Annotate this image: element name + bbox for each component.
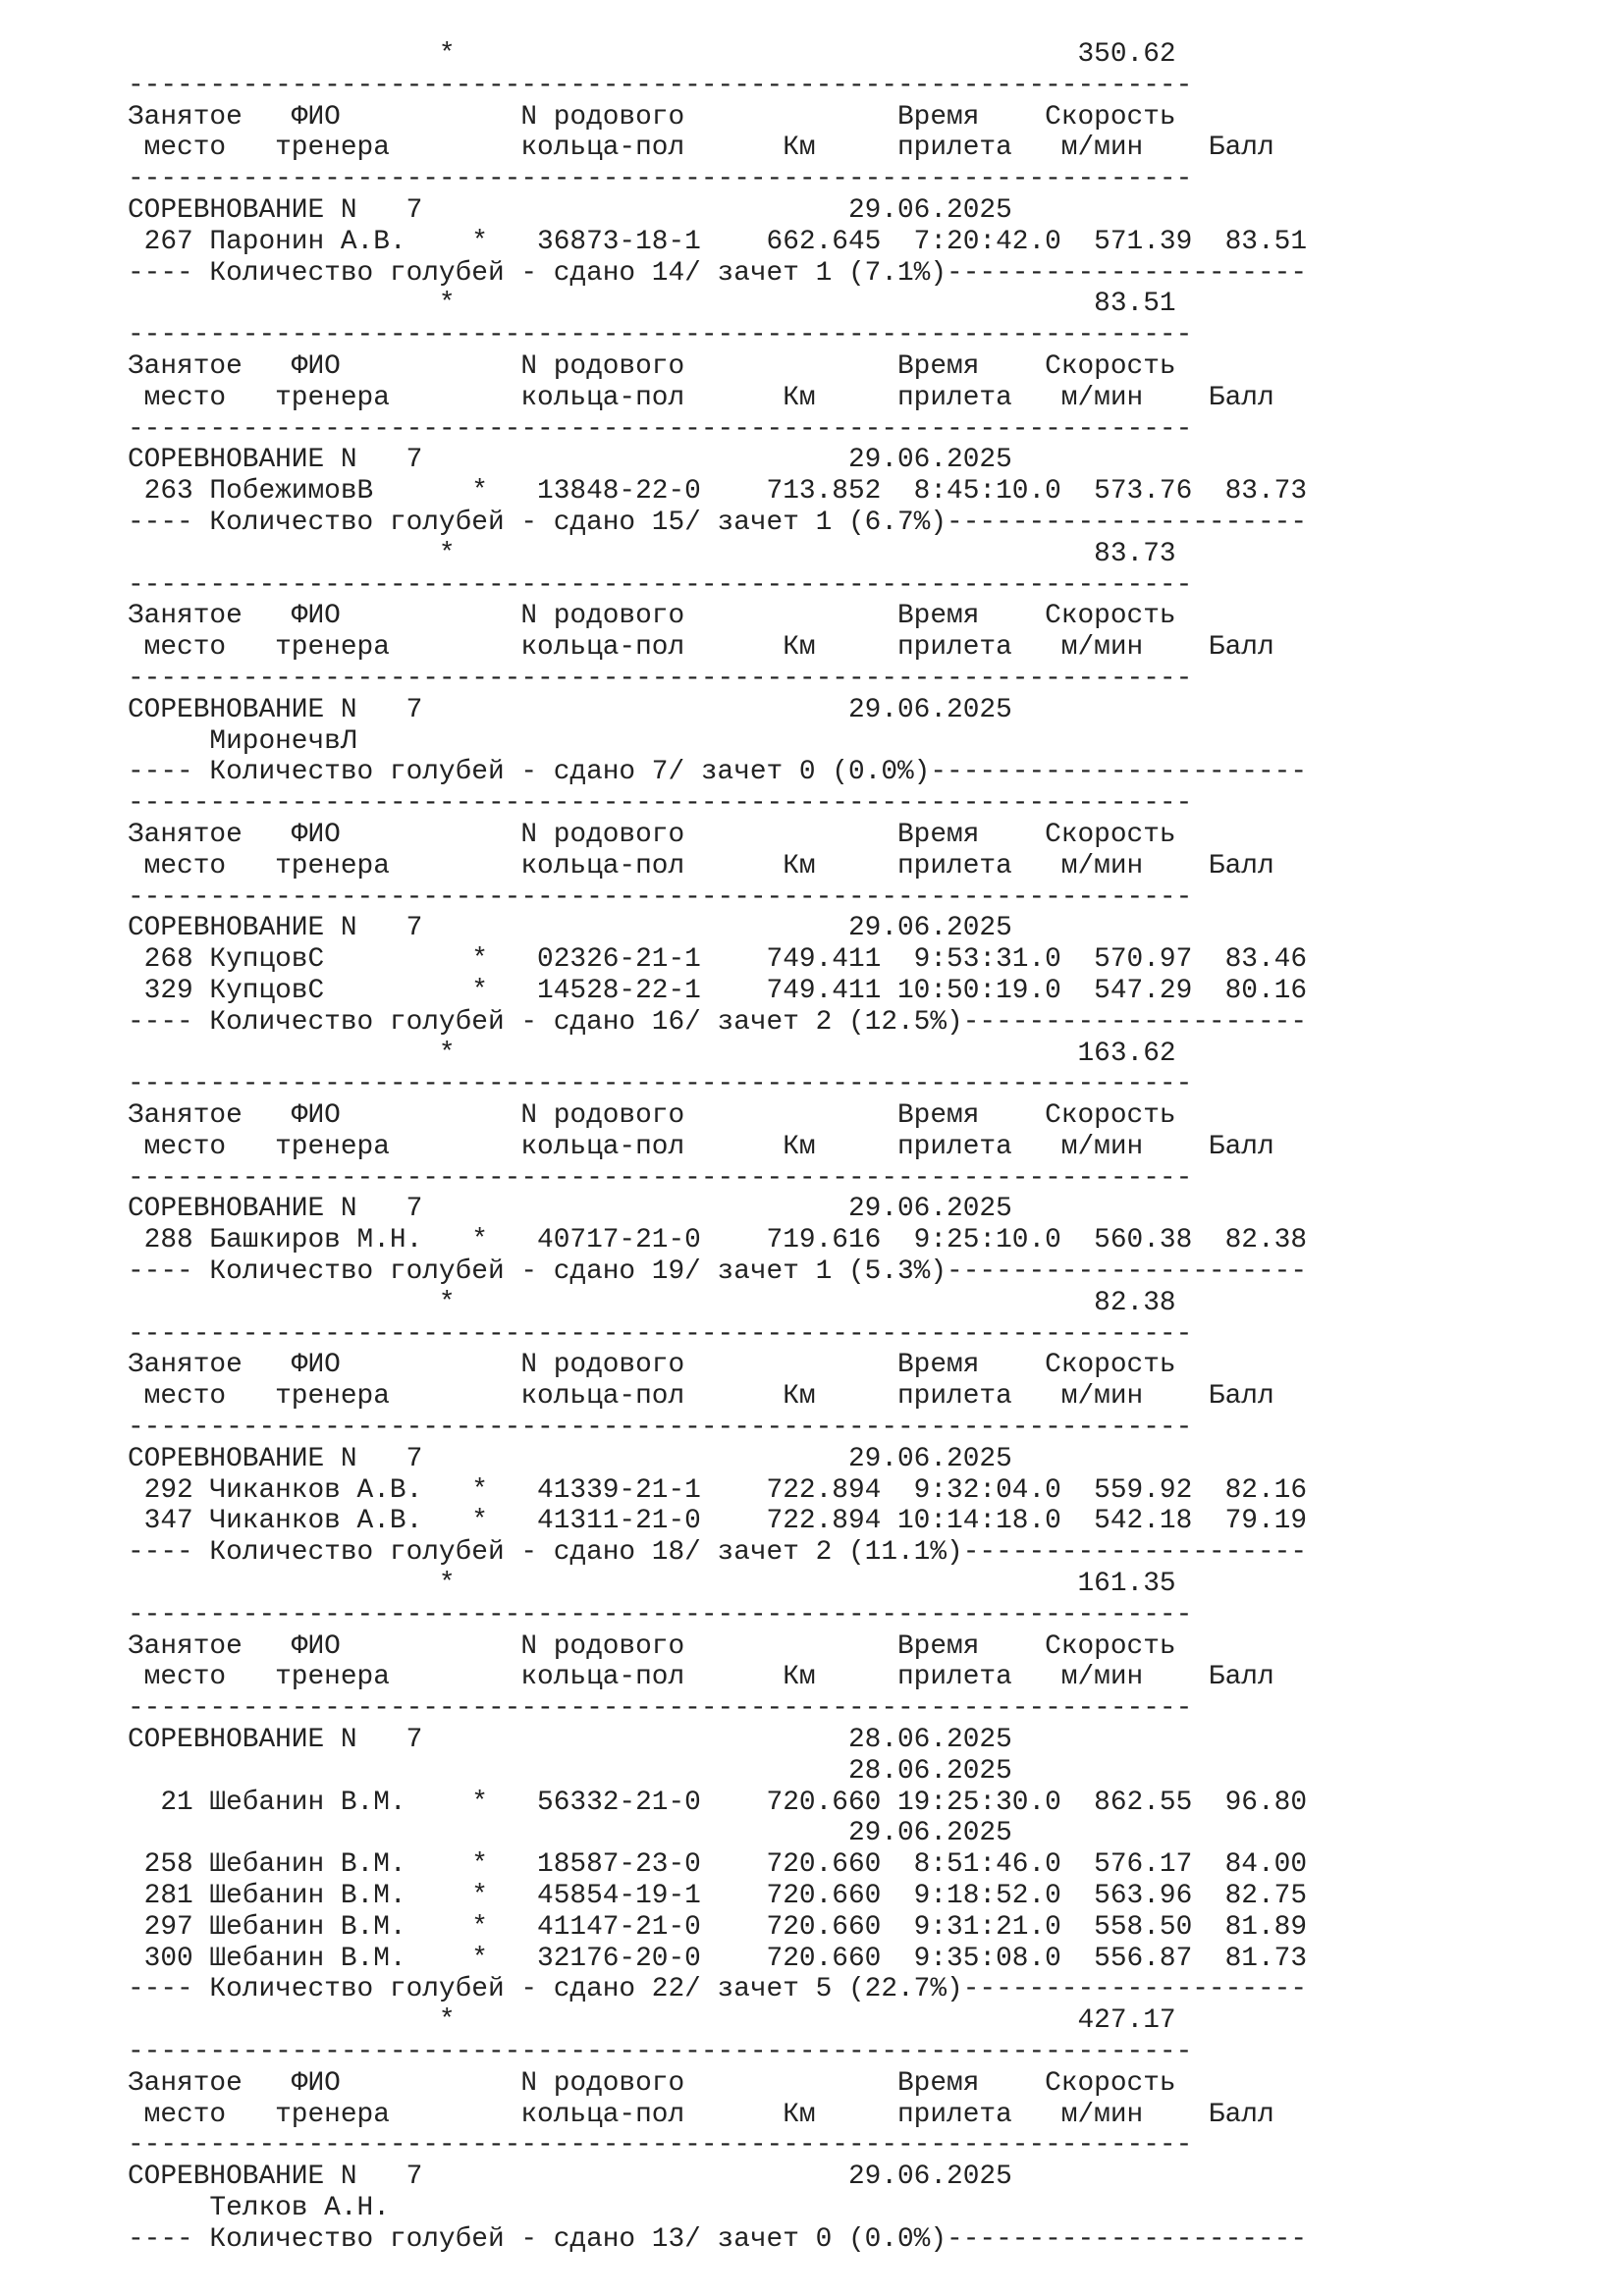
trainer-name-line: МиронечвЛ bbox=[128, 725, 357, 757]
separator-line: ----------------------------------------------------------------- bbox=[128, 1693, 1193, 1725]
separator-line: ----------------------------------------------------------------- bbox=[128, 1318, 1193, 1350]
summary-line: ---- Количество голубей - сдано 15/ зачет 1 (6.7%)---------------------- bbox=[128, 507, 1308, 538]
separator-line: ----------------------------------------------------------------- bbox=[128, 881, 1193, 913]
column-header-line: место тренера кольца-пол Км прилета м/мин Балл bbox=[128, 632, 1274, 664]
column-header-line: Занятое ФИО N родового Время Скорость bbox=[128, 1350, 1176, 1381]
result-row: 300 Шебанин В.М. * 32176-20-0 720.660 9:35:08.0 556.87 81.73 bbox=[128, 1943, 1308, 1974]
total-line: * 82.38 bbox=[128, 1287, 1176, 1318]
total-line: * 83.73 bbox=[128, 538, 1176, 569]
report-line: * 350.62 bbox=[128, 39, 1176, 70]
column-header-line: место тренера кольца-пол Км прилета м/мин Балл bbox=[128, 382, 1274, 413]
result-row: 347 Чиканков А.В. * 41311-21-0 722.894 10:14:18.0 542.18 79.19 bbox=[128, 1506, 1308, 1537]
column-header-line: Занятое ФИО N родового Время Скорость bbox=[128, 101, 1176, 133]
result-row: 329 КупцовС * 14528-22-1 749.411 10:50:19.0 547.29 80.16 bbox=[128, 975, 1308, 1006]
result-row: 268 КупцовС * 02326-21-1 749.411 9:53:31.0 570.97 83.46 bbox=[128, 944, 1308, 976]
separator-line: ----------------------------------------------------------------- bbox=[128, 320, 1193, 351]
competition-line: СОРЕВНОВАНИЕ N 7 28.06.2025 bbox=[128, 1725, 1012, 1756]
column-header-line: Занятое ФИО N родового Время Скорость bbox=[128, 2067, 1176, 2099]
column-header-line: Занятое ФИО N родового Время Скорость bbox=[128, 601, 1176, 632]
separator-line: ----------------------------------------------------------------- bbox=[128, 569, 1193, 601]
total-line: * 163.62 bbox=[128, 1038, 1176, 1069]
column-header-line: Занятое ФИО N родового Время Скорость bbox=[128, 819, 1176, 850]
competition-line: СОРЕВНОВАНИЕ N 7 29.06.2025 bbox=[128, 445, 1012, 476]
competition-line: СОРЕВНОВАНИЕ N 7 29.06.2025 bbox=[128, 913, 1012, 944]
summary-line: ---- Количество голубей - сдано 22/ зачет 5 (22.7%)--------------------- bbox=[128, 1974, 1308, 2005]
column-header-line: Занятое ФИО N родового Время Скорость bbox=[128, 350, 1176, 382]
result-row: 292 Чиканков А.В. * 41339-21-1 722.894 9:32:04.0 559.92 82.16 bbox=[128, 1474, 1308, 1506]
result-row: 21 Шебанин В.М. * 56332-21-0 720.660 19:25:30.0 862.55 96.80 bbox=[128, 1787, 1308, 1818]
separator-line: ----------------------------------------------------------------- bbox=[128, 1069, 1193, 1100]
summary-line: ---- Количество голубей - сдано 13/ зачет 0 (0.0%)---------------------- bbox=[128, 2223, 1308, 2255]
result-row: 263 ПобежимовВ * 13848-22-0 713.852 8:45:10.0 573.76 83.73 bbox=[128, 476, 1308, 507]
column-header-line: место тренера кольца-пол Км прилета м/мин Балл bbox=[128, 1662, 1274, 1693]
summary-line: ---- Количество голубей - сдано 19/ зачет 1 (5.3%)---------------------- bbox=[128, 1256, 1308, 1288]
separator-line: ----------------------------------------------------------------- bbox=[128, 788, 1193, 820]
total-line: * 427.17 bbox=[128, 2005, 1176, 2037]
separator-line: ----------------------------------------------------------------- bbox=[128, 1162, 1193, 1194]
column-header-line: место тренера кольца-пол Км прилета м/мин Балл bbox=[128, 850, 1274, 881]
summary-line: ---- Количество голубей - сдано 7/ зачет 0 (0.0%)----------------------- bbox=[128, 757, 1308, 788]
separator-line: ----------------------------------------------------------------- bbox=[128, 1599, 1193, 1630]
column-header-line: место тренера кольца-пол Км прилета м/мин Балл bbox=[128, 1381, 1274, 1413]
competition-line: СОРЕВНОВАНИЕ N 7 29.06.2025 bbox=[128, 194, 1012, 226]
separator-line: ----------------------------------------------------------------- bbox=[128, 2130, 1193, 2162]
trainer-name-line: Телков А.Н. bbox=[128, 2192, 390, 2223]
date-line: 29.06.2025 bbox=[128, 1818, 1012, 1849]
column-header-line: место тренера кольца-пол Км прилета м/мин Балл bbox=[128, 2099, 1274, 2130]
total-line: * 83.51 bbox=[128, 289, 1176, 320]
column-header-line: Занятое ФИО N родового Время Скорость bbox=[128, 1630, 1176, 1662]
result-row: 258 Шебанин В.М. * 18587-23-0 720.660 8:51:46.0 576.17 84.00 bbox=[128, 1849, 1308, 1881]
separator-line: ----------------------------------------------------------------- bbox=[128, 663, 1193, 694]
summary-line: ---- Количество голубей - сдано 16/ зачет 2 (12.5%)--------------------- bbox=[128, 1006, 1308, 1038]
separator-line: ----------------------------------------------------------------- bbox=[128, 413, 1193, 445]
summary-line: ---- Количество голубей - сдано 18/ зачет 2 (11.1%)--------------------- bbox=[128, 1537, 1308, 1569]
summary-line: ---- Количество голубей - сдано 14/ зачет 1 (7.1%)---------------------- bbox=[128, 257, 1308, 289]
report-page bbox=[0, 39, 1624, 2256]
competition-line: СОРЕВНОВАНИЕ N 7 29.06.2025 bbox=[128, 694, 1012, 725]
result-row: 297 Шебанин В.М. * 41147-21-0 720.660 9:31:21.0 558.50 81.89 bbox=[128, 1911, 1308, 1943]
competition-line: СОРЕВНОВАНИЕ N 7 29.06.2025 bbox=[128, 2162, 1012, 2193]
date-line: 28.06.2025 bbox=[128, 1755, 1012, 1787]
separator-line: ----------------------------------------------------------------- bbox=[128, 164, 1193, 195]
result-row: 267 Паронин А.В. * 36873-18-1 662.645 7:20:42.0 571.39 83.51 bbox=[128, 226, 1308, 257]
competition-line: СОРЕВНОВАНИЕ N 7 29.06.2025 bbox=[128, 1194, 1012, 1225]
result-row: 281 Шебанин В.М. * 45854-19-1 720.660 9:18:52.0 563.96 82.75 bbox=[128, 1881, 1308, 1912]
result-row: 288 Башкиров М.Н. * 40717-21-0 719.616 9:25:10.0 560.38 82.38 bbox=[128, 1225, 1308, 1256]
column-header-line: Занятое ФИО N родового Время Скорость bbox=[128, 1100, 1176, 1132]
total-line: * 161.35 bbox=[128, 1569, 1176, 1600]
separator-line: ----------------------------------------------------------------- bbox=[128, 70, 1193, 101]
competition-line: СОРЕВНОВАНИЕ N 7 29.06.2025 bbox=[128, 1443, 1012, 1474]
separator-line: ----------------------------------------------------------------- bbox=[128, 2037, 1193, 2067]
column-header-line: место тренера кольца-пол Км прилета м/мин Балл bbox=[128, 133, 1274, 164]
separator-line: ----------------------------------------------------------------- bbox=[128, 1413, 1193, 1444]
column-header-line: место тренера кольца-пол Км прилета м/мин Балл bbox=[128, 1131, 1274, 1162]
